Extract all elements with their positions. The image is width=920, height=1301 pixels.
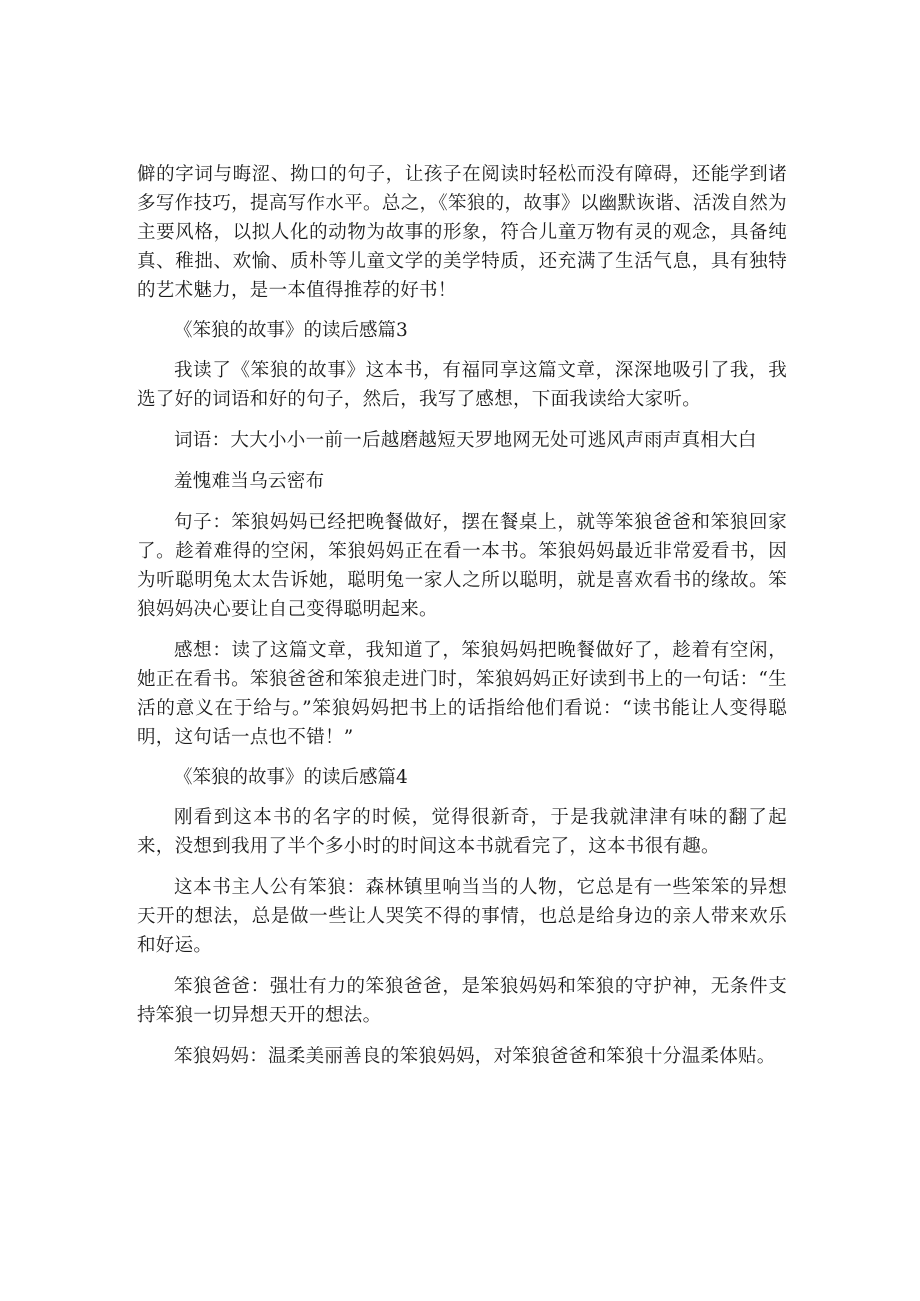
section-heading-4: 《笨狼的故事》的读后感篇4 [174, 767, 408, 788]
paragraph-intro-4: 刚看到这本书的名字的时候，觉得很新奇，于是我就津津有味的翻了起来，没想到我用了半个多小时的时间这本书就看完了，这本书很有趣。 [137, 807, 787, 857]
paragraph-father: 笨狼爸爸：强壮有力的笨狼爸爸，是笨狼妈妈和笨狼的守护神，无条件支持笨狼一切异想天开的想法。 [137, 976, 787, 1026]
document-body [137, 160, 787, 1071]
paragraph-intro-3: 我读了《笨狼的故事》这本书，有福同享这篇文章，深深地吸引了我，我选了好的词语和好的句子，然后，我写了感想，下面我读给大家听。 [137, 360, 787, 410]
paragraph-thoughts: 感想：读了这篇文章，我知道了，笨狼妈妈把晚餐做好了，趁着有空闲，她正在看书。笨狼爸爸和笨狼走进门时，笨狼妈妈正好读到书上的一句话：“生活的意义在于给与。”笨狼妈妈把书上的话指给他们看说：“读书能让人变得聪明，这句话一点也不错！” [137, 640, 787, 748]
paragraph-words-cont: 羞愧难当乌云密布 [174, 471, 325, 492]
paragraph-words: 词语：大大小小一前一后越磨越短天罗地网无处可逃风声雨声真相大白 [174, 430, 757, 451]
paragraph-mother: 笨狼妈妈：温柔美丽善良的笨狼妈妈，对笨狼爸爸和笨狼十分温柔体贴。 [174, 1046, 776, 1067]
section-heading-3: 《笨狼的故事》的读后感篇3 [174, 320, 408, 341]
paragraph-protagonist: 这本书主人公有笨狼：森林镇里响当当的人物，它总是有一些笨笨的异想天开的想法，总是做一些让人哭笑不得的事情，也总是给身边的亲人带来欢乐和好运。 [137, 877, 787, 956]
paragraph-sentences: 句子：笨狼妈妈已经把晚餐做好，摆在餐桌上，就等笨狼爸爸和笨狼回家了。趁着难得的空闲，笨狼妈妈正在看一本书。笨狼妈妈最近非常爱看书，因为听聪明兔太太告诉她，聪明兔一家人之所以聪明，就是喜欢看书的缘故。笨狼妈妈决心要让自己变得聪明起来。 [137, 512, 787, 620]
paragraph-continuation: 僻的字词与晦涩、拗口的句子，让孩子在阅读时轻松而没有障碍，还能学到诸多写作技巧，提高写作水平。总之，《笨狼的，故事》以幽默诙谐、活泼自然为主要风格，以拟人化的动物为故事的形象，符合儿童万物有灵的观念，具备纯真、稚拙、欢愉、质朴等儿童文学的美学特质，还充满了生活气息，具有独特的艺术魅力，是一本值得推荐的好书！ [137, 164, 787, 301]
